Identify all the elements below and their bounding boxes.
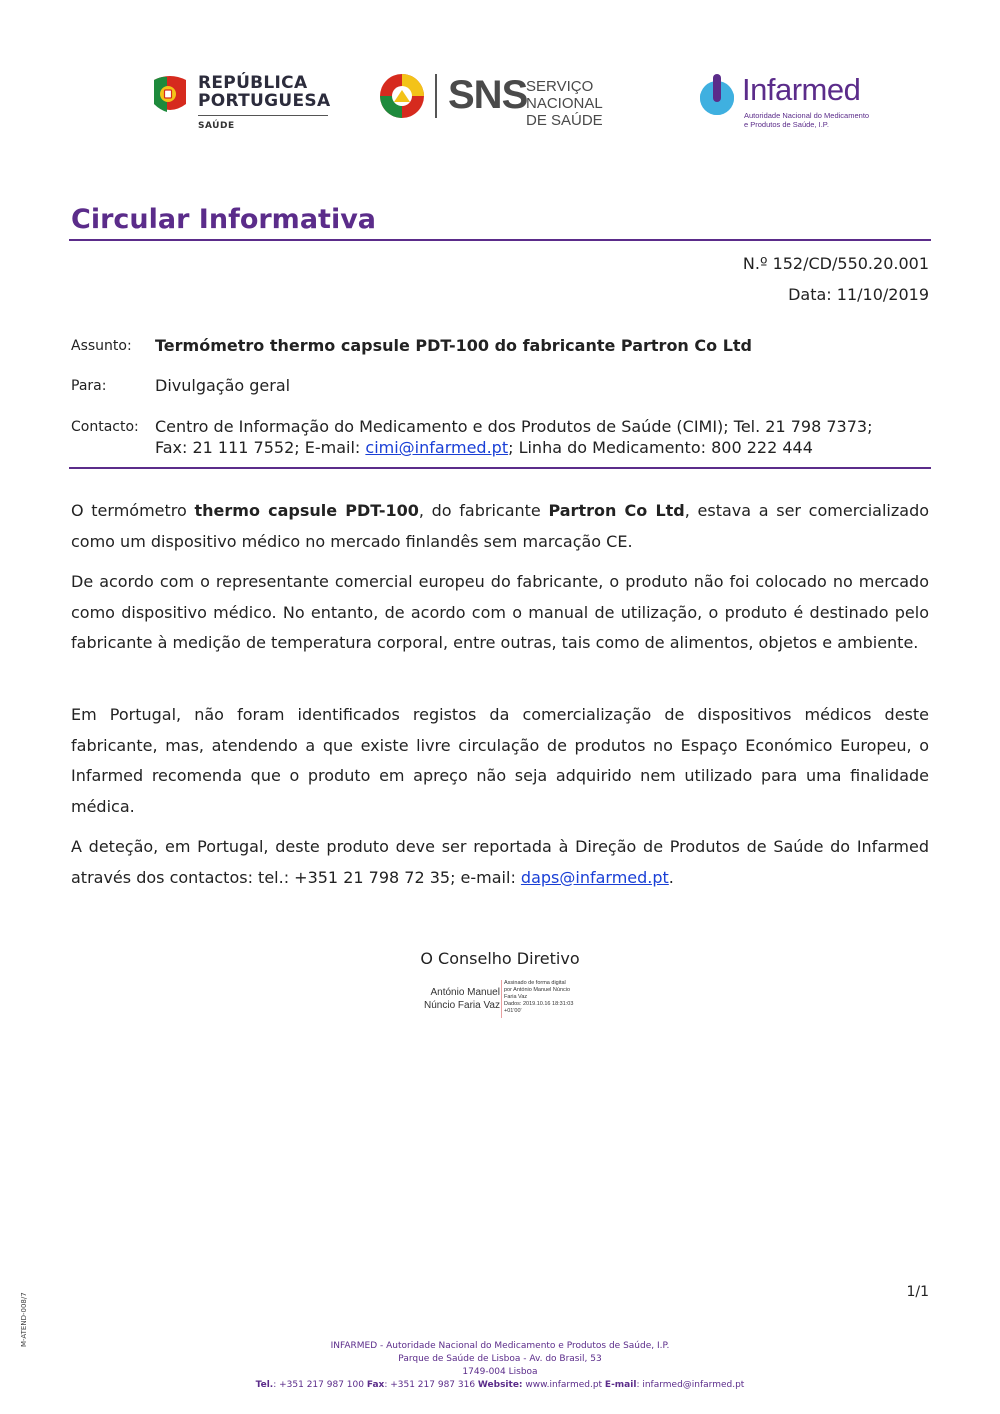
assunto-value: Termómetro thermo capsule PDT-100 do fabricante Partron Co Ltd xyxy=(155,336,752,355)
page-number: 1/1 xyxy=(906,1284,929,1300)
contacto-label: Contacto: xyxy=(71,419,139,435)
footer-contacts: Tel.: +351 217 987 100 Fax: +351 217 987 316 Website: www.infarmed.pt E-mail: infarmed@infarmed.pt xyxy=(255,1380,745,1390)
sns-wordmark: SNS xyxy=(448,73,528,117)
document-title: Circular Informativa xyxy=(71,204,377,235)
footer-org-name: INFARMED - Autoridade Nacional do Medicamento e Produtos de Saúde, I.P. xyxy=(330,1341,670,1351)
cimi-email-link[interactable]: cimi@infarmed.pt xyxy=(365,438,509,457)
paragraph-2: De acordo com o representante comercial europeu do fabricante, o produto não foi colocado no mercado como dispositivo médico. No entanto, de acordo com o manual de utilização, o produto é destinado pelo fabricante à medição de temperatura corporal, entre outras, tais como de alimentos, objetos e ambiente. xyxy=(71,572,929,652)
republica-saude-label: SAÚDE xyxy=(198,121,235,131)
signer-name: António Manuel Núncio Faria Vaz xyxy=(424,987,500,1011)
sns-logo xyxy=(378,72,658,129)
sns-divider xyxy=(435,74,437,118)
sns-emblem-icon xyxy=(378,72,426,120)
footer-address: Parque de Saúde de Lisboa - Av. do Brasil, 53 xyxy=(398,1354,602,1364)
infarmed-subtitle: Autoridade Nacional do Medicamento e Produtos de Saúde, I.P. xyxy=(744,111,870,129)
republica-divider xyxy=(198,115,328,116)
paragraph-3: Em Portugal, não foram identificados registos da comercialização de dispositivos médicos deste fabricante, mas, atendendo a que existe livre circulação de produtos no Espaço Económico Europeu, o Infarmed recomenda que o produto em apreço não seja adquirido nem utilizado para uma finalidade médica. xyxy=(71,705,929,816)
infarmed-logo xyxy=(696,74,876,134)
republica-portuguesa-wordmark: REPÚBLICA PORTUGUESA xyxy=(198,73,331,111)
reference-number: N.º 152/CD/550.20.001 xyxy=(742,254,929,273)
date-value: 11/10/2019 xyxy=(836,285,929,304)
footer-postcode: 1749-004 Lisboa xyxy=(462,1367,538,1377)
meta-divider xyxy=(69,467,931,469)
paragraph-4: A deteção, em Portugal, deste produto deve ser reportada à Direção de Produtos de Saúde do Infarmed através dos contactos: tel.: +351 21 798 72 35; e-mail: daps@infarmed.pt. xyxy=(71,837,929,887)
daps-email-link[interactable]: daps@infarmed.pt xyxy=(520,867,669,887)
contacto-value xyxy=(155,416,872,458)
sns-subtitle: SERVIÇO NACIONAL DE SAÚDE xyxy=(526,78,603,129)
contacto-line1: Centro de Informação do Medicamento e dos Produtos de Saúde (CIMI); Tel. 21 798 7373; xyxy=(155,417,873,436)
para-label: Para: xyxy=(71,378,107,394)
assunto-label: Assunto: xyxy=(71,338,132,354)
republica-portuguesa-logo xyxy=(152,72,332,136)
document-date xyxy=(788,285,929,304)
title-divider xyxy=(69,239,931,241)
signature-label: O Conselho Diretivo xyxy=(420,949,580,968)
form-code: M-ATEND-008/7 xyxy=(20,1292,28,1347)
para-value: Divulgação geral xyxy=(155,376,291,395)
digital-signature-details: Assinado de forma digital por António Manuel Núncio Faria Vaz Dados: 2019.10.16 18:31:03 +01'00' xyxy=(504,980,574,1014)
date-label: Data: xyxy=(788,285,832,304)
infarmed-wordmark: Infarmed xyxy=(742,72,861,107)
infarmed-emblem-icon xyxy=(696,74,738,118)
portuguese-flag-emblem-icon xyxy=(152,74,188,116)
paragraph-1: O termómetro thermo capsule PDT-100, do fabricante Partron Co Ltd, estava a ser comercializado como um dispositivo médico no mercado finlandês sem marcação CE. xyxy=(71,501,930,551)
contacto-line2: Fax: 21 111 7552; E-mail: cimi@infarmed.pt; Linha do Medicamento: 800 222 444 xyxy=(155,438,813,457)
signature-divider xyxy=(501,980,502,1018)
